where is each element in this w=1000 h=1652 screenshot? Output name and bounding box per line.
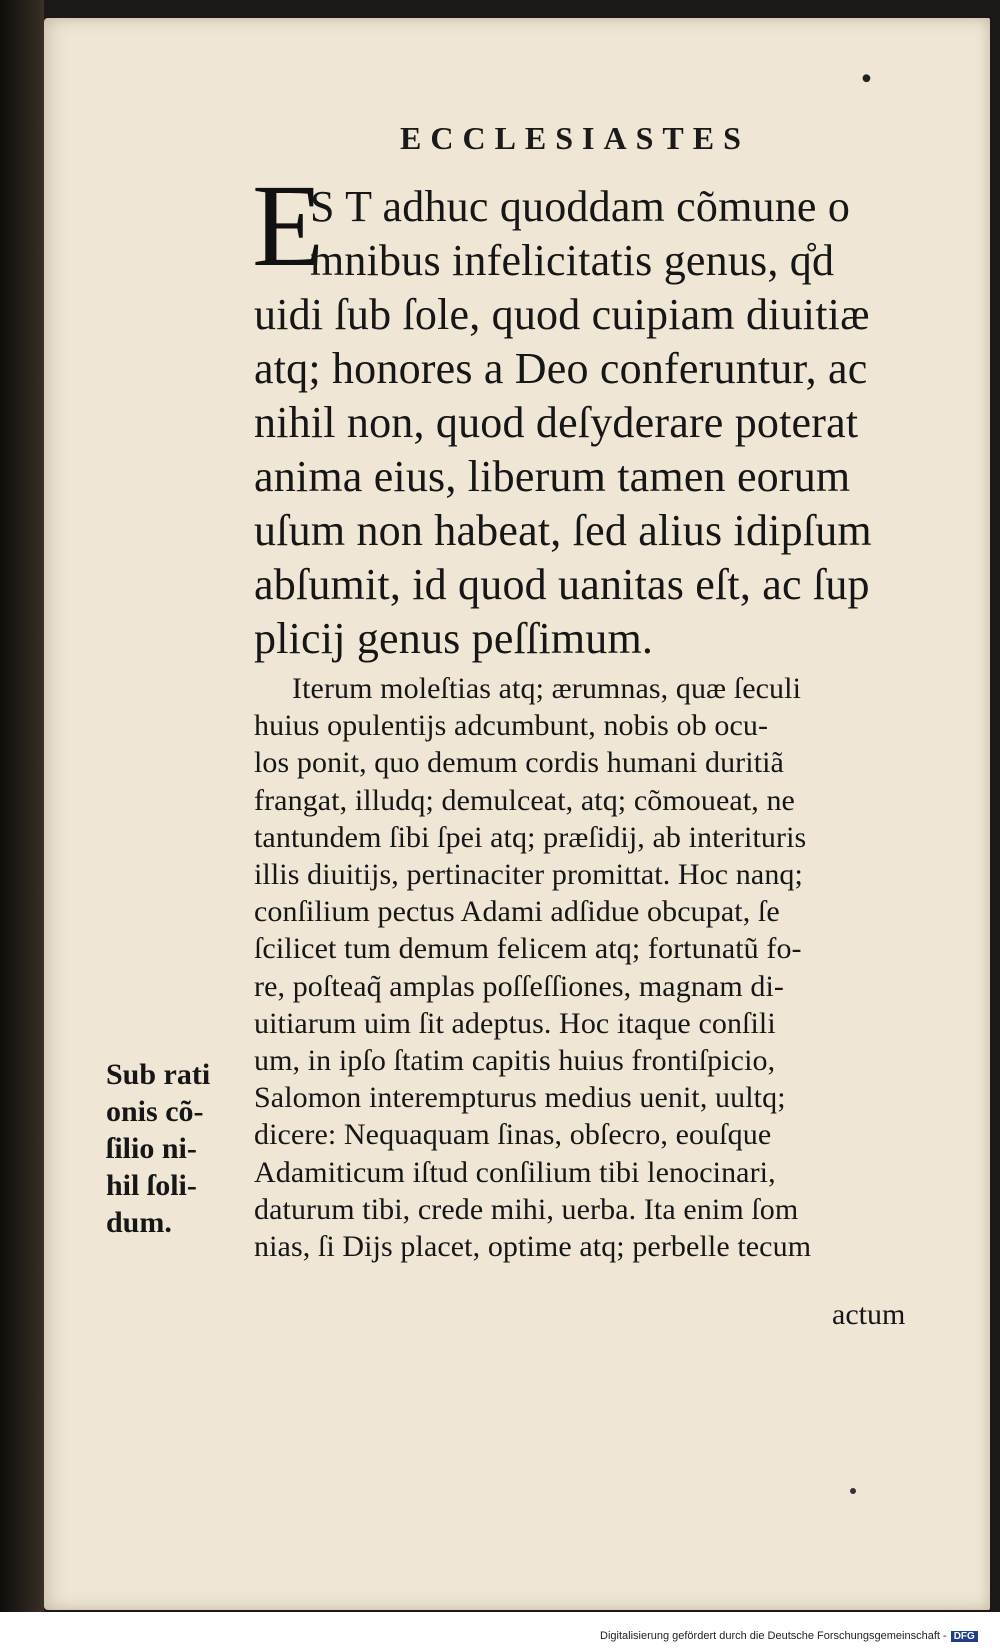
footer-text: Digitalisierung gefördert durch die Deutsche Forschungsgemeinschaft - [600, 1630, 947, 1642]
text-line: anima eius, liberum tamen eorum [254, 452, 851, 501]
text-line: re, poſteaq̃ amplas poſſeſſiones, magnam di- [254, 969, 784, 1003]
drop-cap: E [252, 160, 325, 291]
dfg-logo-badge[interactable]: DFG [951, 1631, 978, 1642]
text-line: mnibus infelicitatis genus, q̊d [310, 236, 835, 285]
catchword: actum [832, 1298, 906, 1331]
text-line: Salomon interempturus medius uenit, uultq; [254, 1081, 786, 1115]
text-line: nias, ſi Dijs placet, optime atq; perbelle tecum [254, 1230, 812, 1264]
text-line: ſcilicet tum demum felicem atq; fortunatũ fo- [254, 932, 802, 966]
marginal-note-line: Sub rati [106, 1058, 211, 1091]
text-line: tantundem ſibi ſpei atq; præſidij, ab interituris [254, 820, 807, 854]
text-line: dicere: Nequaquam ſinas, obſecro, eouſque [254, 1118, 772, 1152]
running-head: ECCLESIASTES [400, 120, 750, 156]
main-text-block [254, 180, 954, 1265]
text-line: atq; honores a Deo conferuntur, ac [254, 344, 868, 393]
text-line: conſilium pectus Adami adſidue obcupat, ſe [254, 895, 780, 929]
text-line: plicij genus peſſimum. [254, 614, 654, 663]
marginal-note-line: hil ſoli- [106, 1169, 197, 1202]
text-line: los ponit, quo demum cordis humani duritiã [254, 746, 784, 780]
text-line: illis diuitijs, pertinaciter promittat. Hoc nanq; [254, 858, 803, 892]
text-line: nihil non, quod deſyderare poterat [254, 398, 859, 447]
funding-footer [600, 1630, 978, 1642]
text-line: Adamiticum iſtud conſilium tibi lenocinari, [254, 1155, 776, 1189]
text-line: S T adhuc quoddam cõmune o [310, 182, 851, 231]
marginal-note-line: dum. [106, 1206, 172, 1239]
marginal-note-line: ſilio ni- [106, 1132, 197, 1165]
text-line: uſum non habeat, ſed alius idipſum [254, 506, 872, 555]
text-line: uidi ſub ſole, quod cuipiam diuitiæ [254, 290, 870, 339]
text-line: daturum tibi, crede mihi, uerba. Ita enim ſom [254, 1192, 799, 1226]
page-corner-mark: ● [858, 66, 876, 89]
marginal-note [106, 1056, 246, 1241]
book-spine-shadow [0, 0, 44, 1652]
first-paragraph-cont [254, 288, 954, 666]
text-line: huius opulentijs adcumbunt, nobis ob ocu- [254, 709, 769, 743]
text-line: um, in ipſo ſtatim capitis huius frontiſpicio, [254, 1044, 776, 1078]
ink-dot [850, 1488, 856, 1494]
first-paragraph [254, 180, 954, 288]
text-line: abſumit, id quod uanitas eſt, ac ſup [254, 560, 870, 609]
marginal-note-line: onis cõ- [106, 1095, 204, 1128]
text-line: uitiarum uim ſit adeptus. Hoc itaque conſili [254, 1006, 776, 1040]
second-paragraph [254, 670, 954, 1265]
text-line: frangat, illudq; demulceat, atq; cõmoueat, ne [254, 783, 795, 817]
text-line: Iterum moleſtias atq; ærumnas, quæ ſeculi [292, 672, 802, 705]
